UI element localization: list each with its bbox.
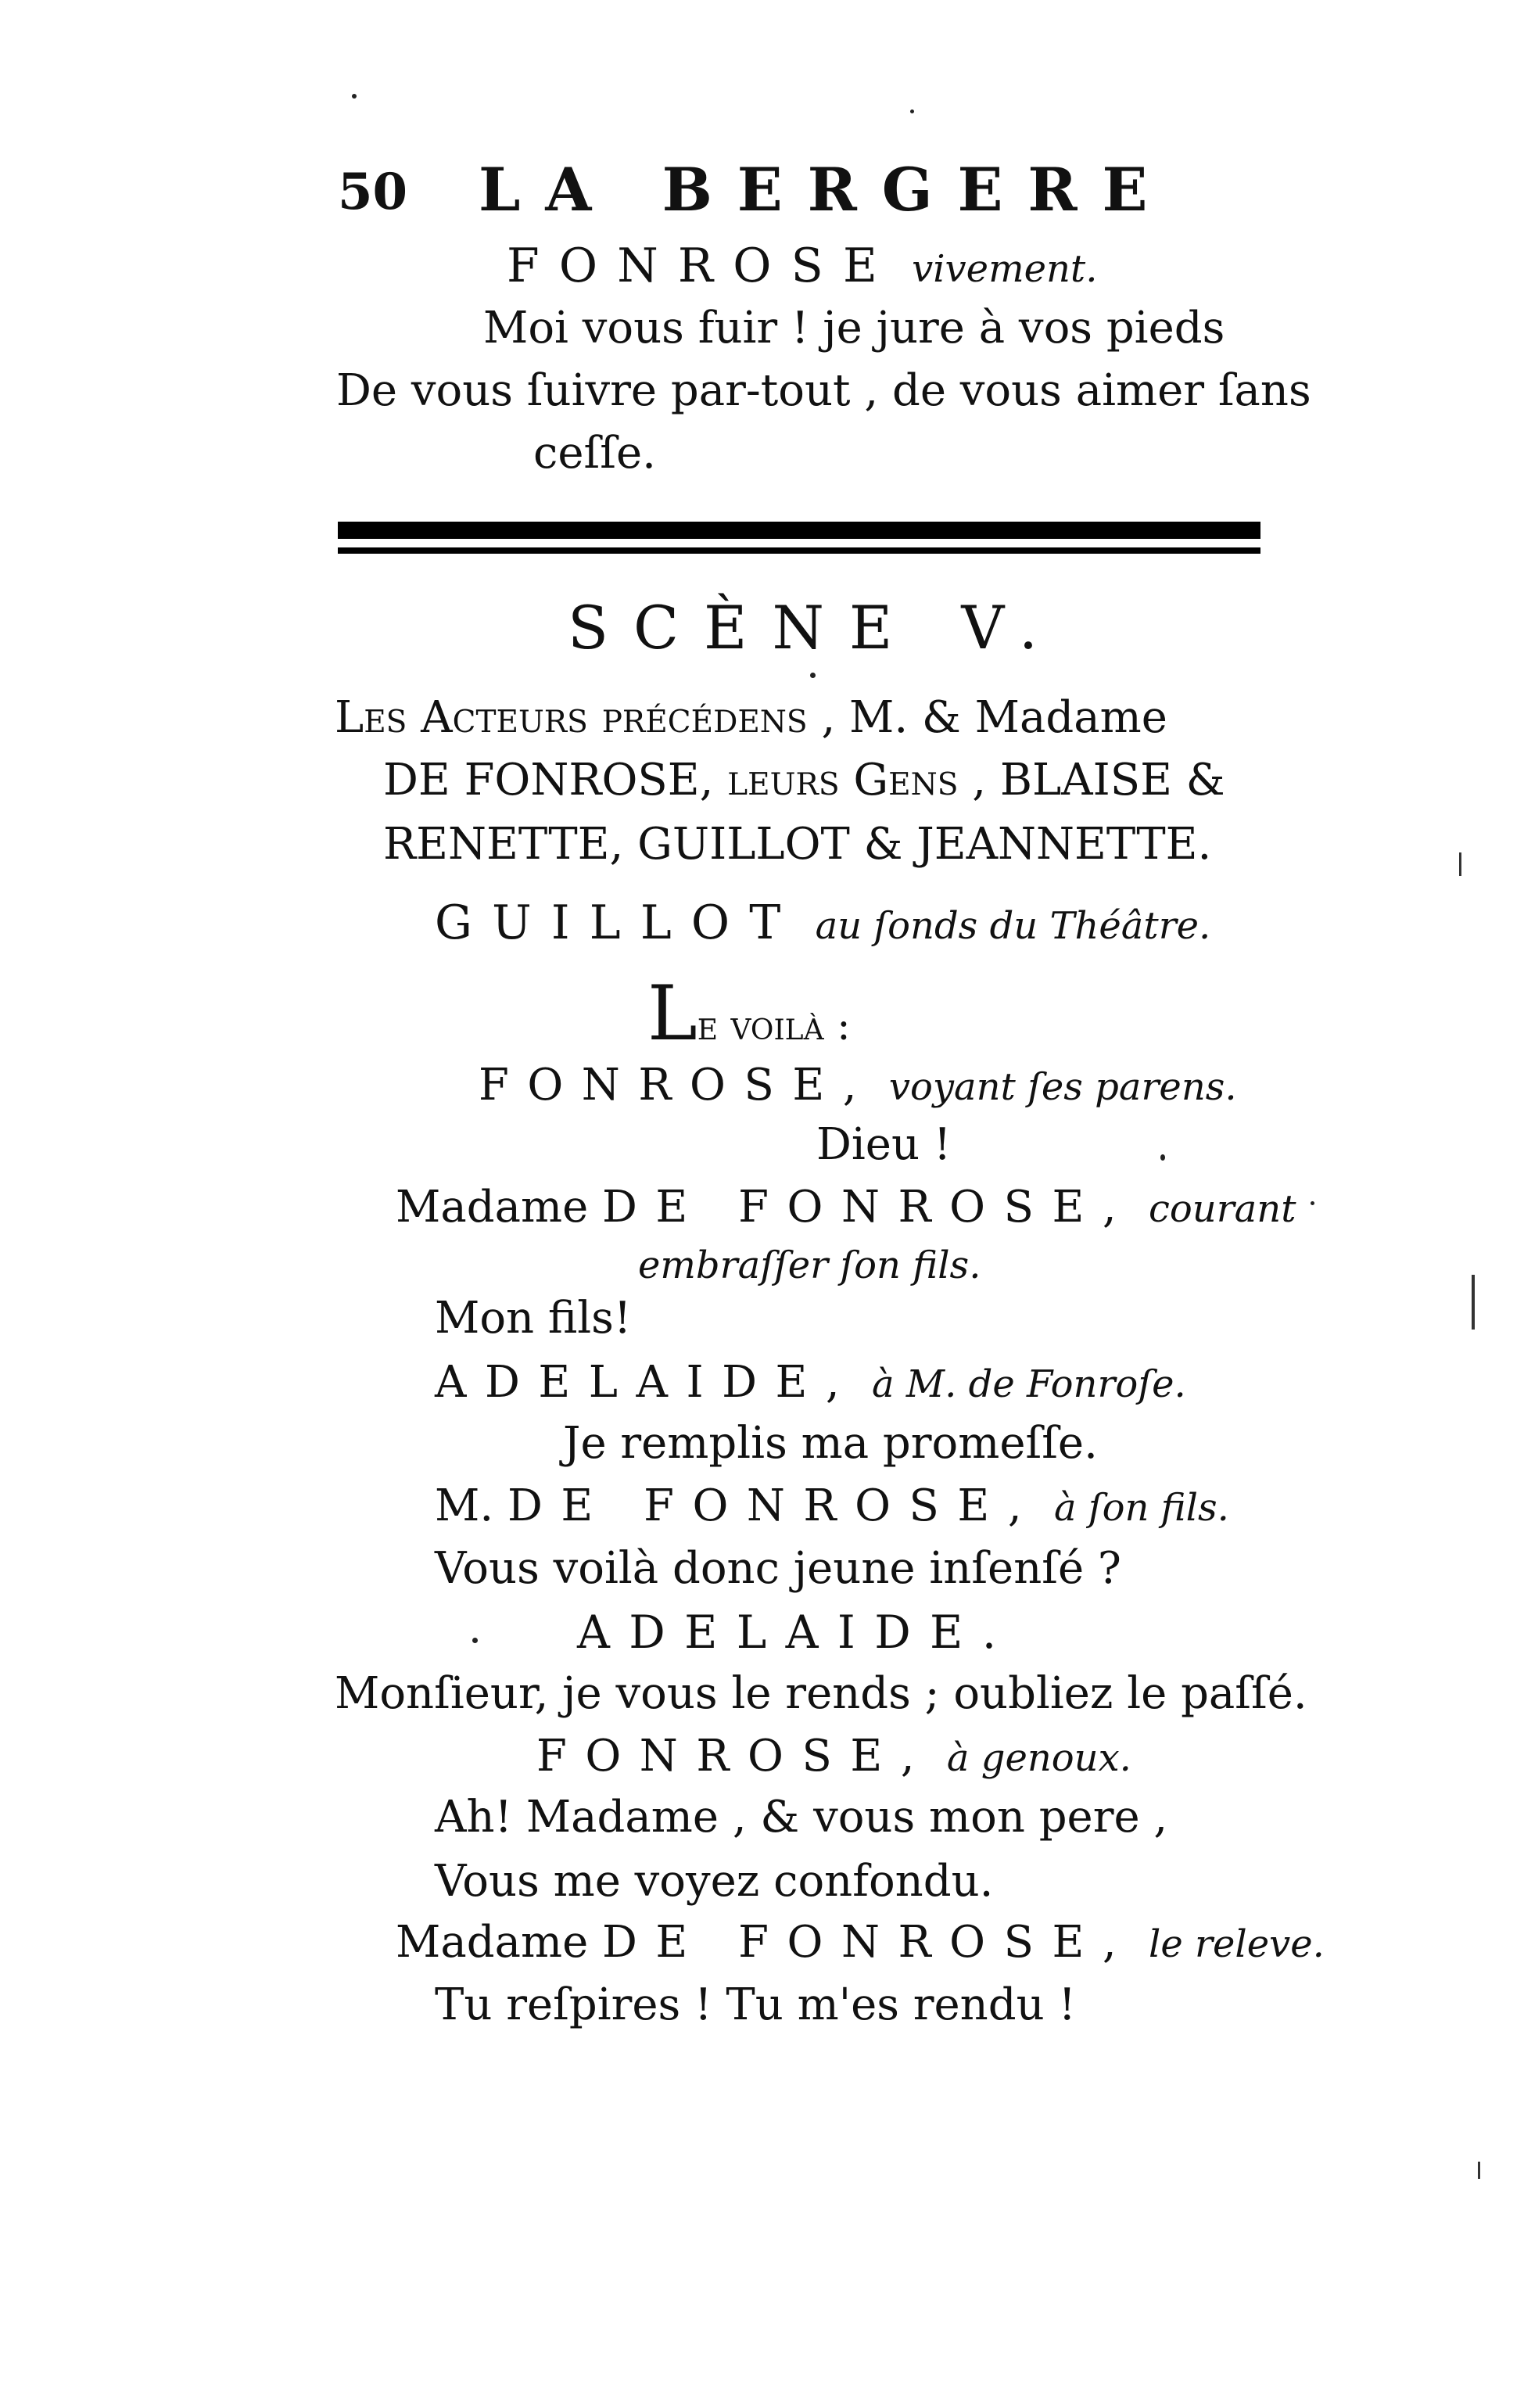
running-title: LA BERGERE xyxy=(479,155,1173,224)
stage-direction: vivement. xyxy=(912,247,1098,291)
cast-list-line: RENETTE, GUILLOT & JEANNETTE. xyxy=(383,819,1212,870)
dialogue-line: Ah! Madame , & vous mon pere , xyxy=(435,1792,1168,1843)
stage-direction: au ſonds du Théâtre. xyxy=(815,904,1211,948)
dialogue-line: Tu reſpires ! Tu m'es rendu ! xyxy=(435,1979,1076,2030)
scan-speck xyxy=(910,109,914,113)
scan-speck xyxy=(1311,1201,1314,1205)
dialogue-line: Je remplis ma promeſſe. xyxy=(563,1418,1098,1469)
dialogue-line: Vous me voyez confondu. xyxy=(435,1856,994,1907)
speaker-name: DE FONROSE, xyxy=(507,1480,1041,1531)
page-number: 50 xyxy=(338,163,408,221)
stage-direction: à M. de Fonroſe. xyxy=(872,1362,1186,1406)
cast-entry: leurs Gens xyxy=(727,755,959,806)
scene-title: SCÈNE V. xyxy=(568,593,1063,662)
cast-list-line xyxy=(335,692,1167,743)
speaker-name: FONROSE, xyxy=(479,1060,876,1111)
speaker-heading xyxy=(435,1480,1229,1531)
verse-line: Moi vous fuir ! je jure à vos pieds xyxy=(483,303,1225,353)
speaker-heading xyxy=(435,895,1211,950)
verse-line: ceſſe. xyxy=(533,428,656,479)
dialogue-line xyxy=(647,970,851,1057)
dialogue-line: Dieu ! xyxy=(816,1119,952,1170)
speaker-name: ADELAIDE. xyxy=(577,1606,1016,1659)
scan-speck xyxy=(472,1638,478,1643)
scan-speck xyxy=(352,94,357,99)
stage-direction: le releve. xyxy=(1149,1922,1325,1966)
stage-direction: à ſon fils. xyxy=(1053,1486,1229,1530)
dialogue-line: Monſieur, je vous le rends ; oubliez le paſſé. xyxy=(335,1668,1307,1719)
speaker-heading xyxy=(536,1731,1131,1782)
dialogue-line: Vous voilà donc jeune inſenſé ? xyxy=(435,1543,1121,1594)
scene-divider-thick xyxy=(338,522,1260,539)
speaker-name: ADELAIDE, xyxy=(435,1357,859,1408)
speaker-heading xyxy=(507,239,1098,293)
cast-entry: , M. & Madame xyxy=(807,692,1167,743)
speaker-name: DE FONROSE, xyxy=(602,1182,1135,1233)
drop-initial: L xyxy=(647,970,697,1057)
verse-line: De vous ſuivre par-tout , de vous aimer ſans xyxy=(336,365,1311,416)
speaker-name: FONROSE xyxy=(507,239,897,293)
speaker-heading xyxy=(479,1060,1237,1111)
page-edge-mark xyxy=(1459,852,1461,876)
speaker-name: DE FONROSE, xyxy=(602,1917,1135,1968)
speaker-prefix: Madame xyxy=(396,1182,589,1233)
page-edge-mark xyxy=(1478,2162,1480,2179)
scan-speck xyxy=(1160,1154,1165,1161)
speaker-prefix: Madame xyxy=(396,1917,589,1968)
dialogue-text: e voilà : xyxy=(697,1003,851,1050)
stage-direction: courant xyxy=(1149,1187,1296,1231)
cast-list-line xyxy=(383,755,1225,806)
speaker-heading xyxy=(435,1357,1186,1408)
scene-divider-thin xyxy=(338,547,1260,554)
speaker-heading xyxy=(396,1917,1325,1968)
cast-entry: , BLAISE & xyxy=(958,755,1225,806)
stage-direction: embraſſer ſon fils. xyxy=(638,1243,981,1287)
scan-speck xyxy=(810,673,816,678)
stage-direction: à genoux. xyxy=(946,1736,1131,1780)
speaker-heading xyxy=(396,1182,1296,1233)
cast-entry: DE FONROSE, xyxy=(383,755,728,806)
dialogue-line: Mon fils! xyxy=(435,1293,632,1344)
speaker-prefix: M. xyxy=(435,1480,494,1531)
page-edge-mark xyxy=(1472,1275,1475,1330)
cast-entry: Les Acteurs précédens xyxy=(335,692,808,743)
stage-direction: voyant ſes parens. xyxy=(888,1065,1237,1109)
speaker-name: FONROSE, xyxy=(536,1731,934,1782)
speaker-name: GUILLOT xyxy=(435,895,801,950)
